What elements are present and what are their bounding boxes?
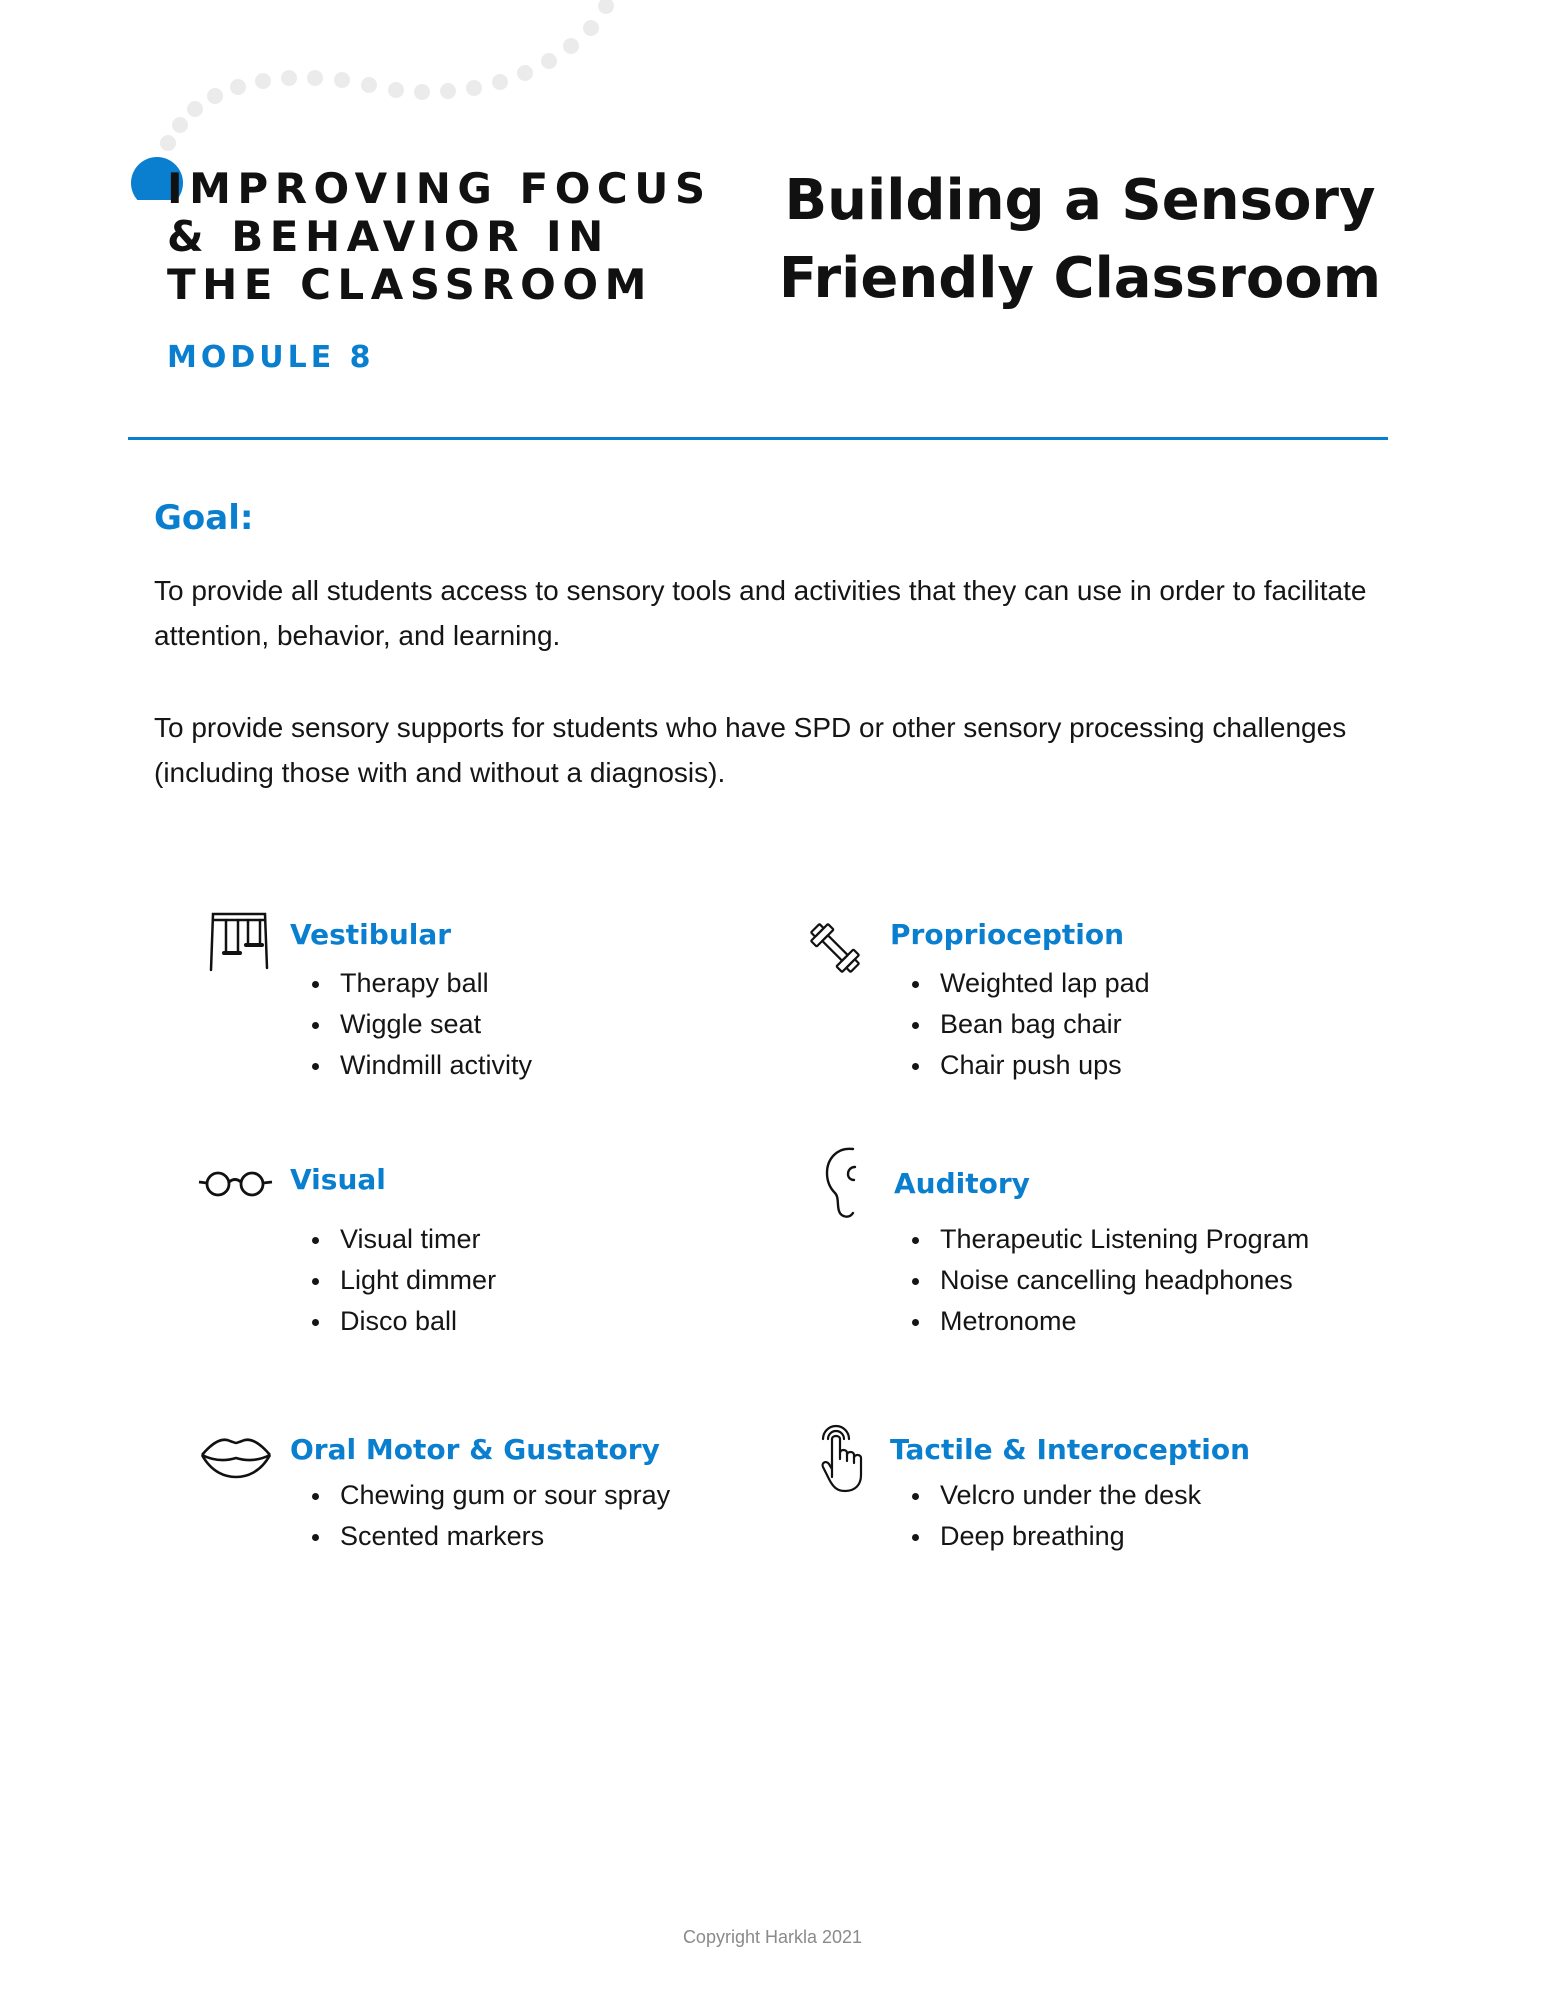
- lesson-title: Building a Sensory Friendly Classroom: [778, 168, 1382, 311]
- list-item: Deep breathing: [910, 1516, 1201, 1557]
- ear-icon: [819, 1143, 869, 1228]
- category-list: [310, 1219, 496, 1342]
- category-title: Tactile & Interoception: [890, 1433, 1251, 1466]
- list-item: Therapy ball: [310, 963, 532, 1004]
- category-list: [910, 1219, 1309, 1342]
- list-item: Chair push ups: [910, 1045, 1150, 1086]
- eyeglasses-icon: [198, 1167, 274, 1206]
- copyright-footer: Copyright Harkla 2021: [682, 1927, 863, 1947]
- list-item: Weighted lap pad: [910, 963, 1150, 1004]
- category-title: Visual: [290, 1163, 386, 1196]
- list-item: Wiggle seat: [310, 1004, 532, 1045]
- list-item: Light dimmer: [310, 1260, 496, 1301]
- category-title: Proprioception: [890, 918, 1125, 951]
- list-item: Bean bag chair: [910, 1004, 1150, 1045]
- category-title: Oral Motor & Gustatory: [290, 1433, 660, 1466]
- section-divider: [128, 437, 1388, 440]
- course-title: IMPROVING FOCUS & BEHAVIOR IN THE CLASSROOM: [167, 164, 712, 309]
- list-item: Therapeutic Listening Program: [910, 1219, 1309, 1260]
- swing-set-icon: [205, 910, 271, 977]
- list-item: Windmill activity: [310, 1045, 532, 1086]
- list-item: Metronome: [910, 1301, 1309, 1342]
- touch-hand-icon: [817, 1417, 873, 1498]
- category-list: [910, 1475, 1201, 1557]
- module-label: MODULE 8: [167, 340, 375, 375]
- category-list: [910, 963, 1150, 1086]
- list-item: Scented markers: [310, 1516, 670, 1557]
- list-item: Velcro under the desk: [910, 1475, 1201, 1516]
- goal-paragraph: To provide sensory supports for students who have SPD or other sensory processing challenges (including those with and without a diagnosis).: [154, 712, 1347, 788]
- category-title: Auditory: [894, 1167, 1030, 1200]
- goal-heading: Goal:: [154, 498, 254, 538]
- list-item: Disco ball: [310, 1301, 496, 1342]
- list-item: Chewing gum or sour spray: [310, 1475, 670, 1516]
- list-item: Visual timer: [310, 1219, 496, 1260]
- category-list: [310, 1475, 670, 1557]
- category-title: Vestibular: [290, 918, 452, 951]
- goal-paragraph: To provide all students access to sensory tools and activities that they can use in order to facilitate attention, behavior, and learning.: [154, 575, 1367, 651]
- category-list: [310, 963, 532, 1086]
- dumbbell-icon: [805, 918, 865, 983]
- lips-icon: [200, 1433, 272, 1484]
- list-item: Noise cancelling headphones: [910, 1260, 1309, 1301]
